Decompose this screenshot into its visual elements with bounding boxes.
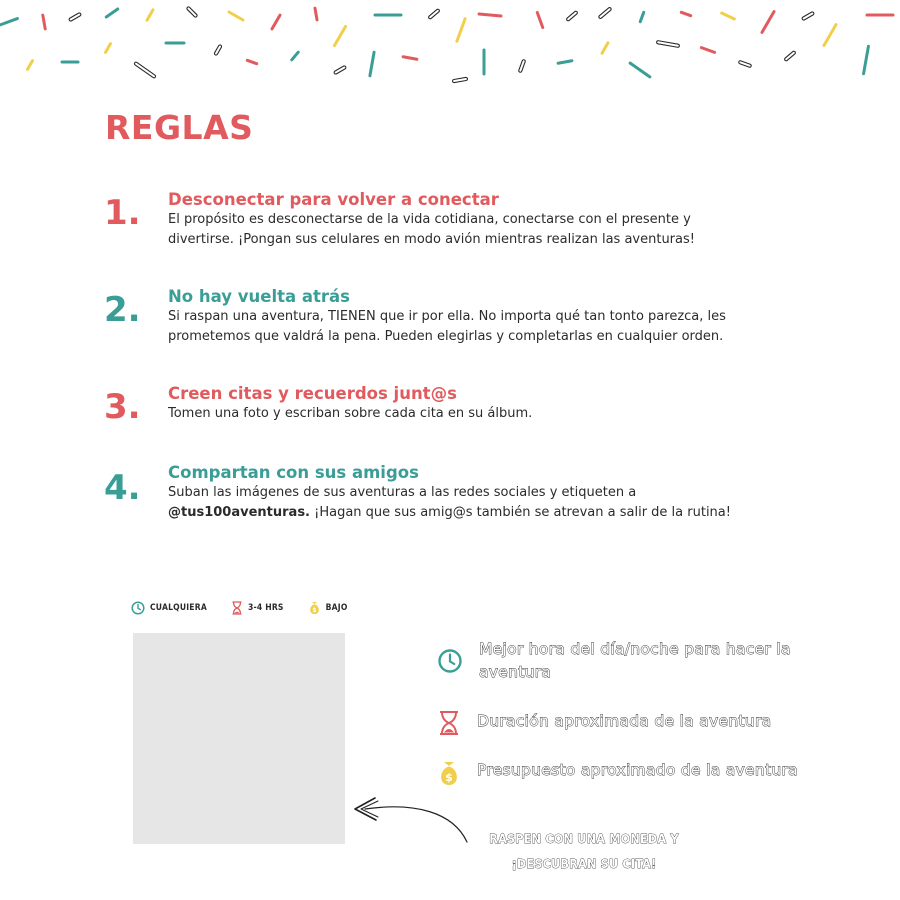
meta-budget: [308, 600, 348, 615]
confetti-piece: [602, 43, 608, 53]
confetti-piece: [558, 61, 572, 63]
confetti-border: [0, 0, 900, 90]
rule-title: Creen citas y recuerdos junt@s: [168, 384, 457, 403]
confetti-piece: [247, 60, 256, 63]
rule-text-rest: ¡Hagan que sus amig@s también se atrevan a salir de la rutina!: [310, 505, 731, 520]
confetti-piece: [229, 12, 243, 20]
rule-body: [168, 190, 808, 250]
confetti-piece: [701, 48, 714, 53]
money-bag-icon: [437, 759, 461, 787]
legend-time-text: [479, 638, 791, 684]
confetti-piece: [43, 15, 45, 29]
meta-time: [131, 601, 207, 615]
rule-text-line: [168, 503, 808, 523]
confetti-piece: [537, 12, 542, 27]
rule-number: 2.: [104, 290, 141, 330]
rule-text-line: Tomen una foto y escriban sobre cada cita en su álbum.: [168, 406, 533, 421]
rule-title: Compartan con sus amigos: [168, 463, 419, 482]
rule-text-line: Si raspan una aventura, TIENEN que ir por ella. No importa qué tan tonto parezca, les: [168, 309, 726, 324]
rule-body: [168, 287, 808, 347]
legend-duration-text: Duración aproximada de la aventura: [477, 712, 772, 730]
rule-body: [168, 463, 808, 523]
confetti-piece: [28, 61, 33, 70]
svg-text:$: $: [312, 607, 317, 614]
rule-title: No hay vuelta atrás: [168, 287, 350, 306]
confetti-piece: [0, 19, 17, 26]
rule-number: 4.: [104, 468, 141, 508]
confetti-piece: [106, 44, 111, 53]
confetti-piece: [681, 12, 690, 15]
confetti-piece: [272, 15, 280, 29]
money-bag-icon: [308, 600, 321, 615]
confetti-piece: [479, 14, 501, 16]
legend-budget-text: Presupuesto aproximado de la aventura: [477, 761, 798, 779]
confetti-piece: [292, 52, 298, 60]
legend-budget: [437, 759, 798, 787]
confetti-piece: [722, 13, 735, 19]
svg-text:$: $: [445, 771, 453, 784]
legend-time-line: aventura: [479, 663, 552, 681]
confetti-piece: [864, 46, 869, 74]
rule-text-line: Suban las imágenes de sus aventuras a las redes sociales y etiqueten a: [168, 485, 637, 500]
meta-duration-label: 3-4 HRS: [247, 602, 284, 613]
clock-icon: [131, 601, 145, 615]
confetti-piece: [370, 52, 374, 76]
confetti-piece: [136, 64, 154, 77]
rule-title: Desconectar para volver a conectar: [168, 190, 499, 209]
page-title: REGLAS: [105, 108, 254, 147]
rule-number: 3.: [104, 387, 141, 427]
meta-time-label: CUALQUIERA: [150, 602, 207, 613]
rule-text-line: prometemos que valdrá la pena. Pueden elegirlas y completarlas en cualquier orden.: [168, 329, 724, 344]
curved-arrow-icon: [345, 790, 475, 850]
confetti-piece: [457, 19, 465, 42]
legend-time-line: Mejor hora del día/noche para hacer la: [479, 640, 791, 658]
confetti-piece: [335, 26, 346, 45]
confetti-piece: [106, 9, 117, 17]
legend-duration: [437, 710, 771, 736]
legend-time: [437, 638, 791, 684]
rule-number: 1.: [104, 193, 141, 233]
scratch-area[interactable]: [133, 633, 345, 844]
rule-body: [168, 384, 808, 424]
instagram-handle[interactable]: @tus100aventuras.: [168, 505, 310, 520]
adventure-meta-row: [131, 600, 372, 615]
confetti-piece: [315, 8, 317, 20]
meta-budget-label: BAJO: [325, 602, 348, 613]
clock-icon: [437, 648, 463, 674]
rule-text-line: El propósito es desconectarse de la vida cotidiana, conectarse con el presente y: [168, 212, 691, 227]
confetti-piece: [403, 57, 417, 59]
scratch-instruction-line: RASPEN CON UNA MONEDA Y: [489, 831, 679, 846]
confetti-piece: [640, 12, 643, 21]
scratch-instruction-line: ¡DESCUBRAN SU CITA!: [511, 856, 657, 871]
hourglass-icon: [231, 601, 243, 615]
rule-text-line: divertirse. ¡Pongan sus celulares en modo avión mientras realizan las aventuras!: [168, 232, 695, 247]
scratch-instruction: [470, 826, 698, 876]
confetti-piece: [147, 10, 153, 20]
hourglass-icon: [437, 710, 461, 736]
meta-duration: [231, 601, 284, 615]
confetti-piece: [762, 12, 774, 33]
confetti-piece: [630, 63, 650, 77]
confetti-piece: [824, 25, 836, 46]
